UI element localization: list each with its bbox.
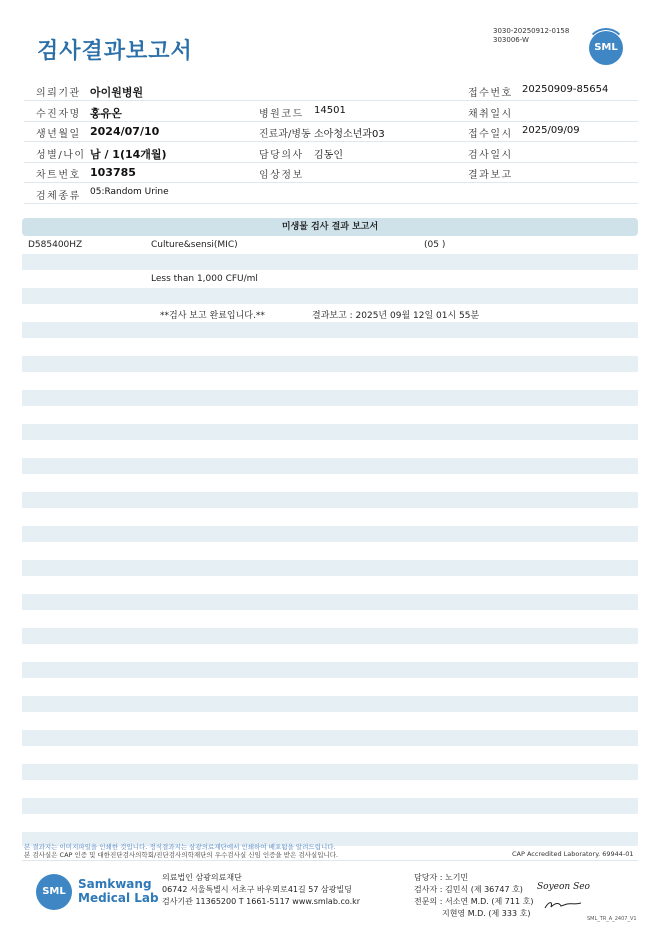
result-section-header: 미생물 검사 결과 보고서 bbox=[22, 218, 638, 236]
result-row-stripe bbox=[22, 662, 638, 678]
footer-logo-name-line1: Samkwang bbox=[78, 877, 152, 891]
signature-specialist-2 bbox=[543, 899, 583, 911]
footer-org-name: 의료법인 삼광의료재단 bbox=[162, 873, 242, 882]
result-row-stripe bbox=[22, 492, 638, 508]
value-physician: 김동인 bbox=[314, 150, 343, 161]
label-birthdate: 생년월일 bbox=[36, 129, 81, 140]
value-chart-number: 103785 bbox=[90, 166, 136, 179]
document-number-line2: 303006-W bbox=[493, 36, 529, 44]
certification-statement: 본 검사실은 CAP 인증 및 대한진단검사의학회/진단검사의학재단의 우수검사실 신임 인증을 받은 검사실입니다. bbox=[24, 851, 339, 859]
value-patient-name: 홍유온 bbox=[90, 107, 122, 120]
label-collection-datetime: 채취일시 bbox=[468, 109, 513, 120]
result-row-stripe bbox=[22, 696, 638, 712]
result-row-stripe bbox=[22, 288, 638, 304]
value-referring-hospital: 아이원병원 bbox=[90, 86, 144, 99]
info-row bbox=[24, 101, 638, 122]
sml-logo-text: SML bbox=[594, 42, 618, 53]
info-row bbox=[24, 121, 638, 142]
footer-address bbox=[162, 872, 360, 908]
report-complete-message: **검사 보고 완료입니다.** bbox=[160, 311, 265, 321]
signature-specialist-1: Soyeon Seo bbox=[537, 882, 590, 892]
value-department: 소아청소년과03 bbox=[314, 129, 385, 140]
cap-accreditation: CAP Accredited Laboratory. 69944-01 bbox=[512, 850, 634, 858]
label-hospital-code: 병원코드 bbox=[259, 109, 304, 120]
value-specimen-type: 05:Random Urine bbox=[90, 187, 169, 197]
label-test-datetime: 검사일시 bbox=[468, 150, 513, 161]
info-row bbox=[24, 80, 638, 101]
info-row bbox=[24, 162, 638, 183]
label-patient-name: 수진자명 bbox=[36, 109, 81, 120]
result-row-stripe bbox=[22, 526, 638, 542]
staff-tester: 검사자 : 김민식 (제 36747 호) bbox=[414, 885, 523, 894]
result-row-stripe bbox=[22, 764, 638, 780]
staff-manager: 담당자 : 노기민 bbox=[414, 873, 469, 882]
footer-logo-name bbox=[78, 877, 159, 905]
result-row-stripe bbox=[22, 254, 638, 270]
form-code: SML_TR_A_2407_V1 bbox=[587, 916, 637, 922]
report-title: 검사결과보고서 bbox=[37, 39, 193, 64]
footer-logo-icon: SML bbox=[36, 874, 72, 910]
document-number bbox=[493, 27, 569, 45]
footer-contact: 검사기관 11365200 T 1661-5117 www.smlab.co.kr bbox=[162, 897, 361, 906]
result-row-stripe bbox=[22, 628, 638, 644]
value-receipt-number: 20250909-85654 bbox=[522, 84, 609, 95]
info-row bbox=[24, 142, 638, 163]
value-birthdate: 2024/07/10 bbox=[90, 125, 160, 138]
logo-arc-icon bbox=[586, 28, 626, 68]
label-physician: 담당의사 bbox=[259, 150, 304, 161]
label-department: 진료과/병동 bbox=[259, 129, 311, 140]
result-row-stripe bbox=[22, 390, 638, 406]
result-value: Less than 1,000 CFU/ml bbox=[151, 274, 258, 284]
result-row-stripe bbox=[22, 730, 638, 746]
footer-street-address: 06742 서울특별시 서초구 바우뫼로41길 57 삼광빌딩 bbox=[162, 885, 352, 894]
label-receipt-number: 접수번호 bbox=[468, 88, 513, 99]
label-receipt-date: 접수일시 bbox=[468, 129, 513, 140]
label-specimen-type: 검체종류 bbox=[36, 191, 81, 202]
label-referring-hospital: 의뢰기관 bbox=[36, 88, 81, 99]
value-receipt-date: 2025/09/09 bbox=[522, 125, 580, 136]
staff-specialist-2: 지현영 M.D. (제 333 호) bbox=[414, 909, 531, 918]
specimen-code: (05 ) bbox=[424, 240, 446, 250]
test-code: D585400HZ bbox=[28, 240, 83, 250]
label-chart-number: 차트번호 bbox=[36, 170, 81, 181]
result-row-stripe bbox=[22, 424, 638, 440]
info-row bbox=[24, 183, 638, 204]
footer-logo-name-line2: Medical Lab bbox=[78, 891, 159, 905]
sml-logo bbox=[589, 31, 623, 65]
test-name: Culture&sensi(MIC) bbox=[151, 240, 238, 250]
report-datetime: 결과보고 : 2025년 09월 12일 01시 55분 bbox=[312, 311, 480, 321]
result-row-stripe bbox=[22, 798, 638, 814]
result-row-stripe bbox=[22, 560, 638, 576]
result-row-stripe bbox=[22, 594, 638, 610]
label-result-report: 결과보고 bbox=[468, 170, 513, 181]
image-notice: 본 결과지는 이미지파일을 인쇄한 것입니다. 정식결과지는 삼광의료재단에서 인쇄하여 배포됨을 알려드립니다. bbox=[24, 843, 336, 851]
value-hospital-code: 14501 bbox=[314, 105, 346, 116]
result-row-stripe bbox=[22, 322, 638, 338]
document-number-line1: 3030-20250912-0158 bbox=[493, 27, 570, 35]
footer-staff bbox=[414, 872, 533, 920]
value-sex-age: 남 / 1(14개월) bbox=[90, 148, 167, 161]
result-row-stripe bbox=[22, 458, 638, 474]
result-row-stripe bbox=[22, 356, 638, 372]
label-sex-age: 성별/나이 bbox=[36, 150, 86, 161]
label-clinical-info: 임상정보 bbox=[259, 170, 304, 181]
staff-specialist-1: 전문의 : 서소연 M.D. (제 711 호) bbox=[414, 897, 534, 906]
footer-divider bbox=[22, 860, 638, 861]
